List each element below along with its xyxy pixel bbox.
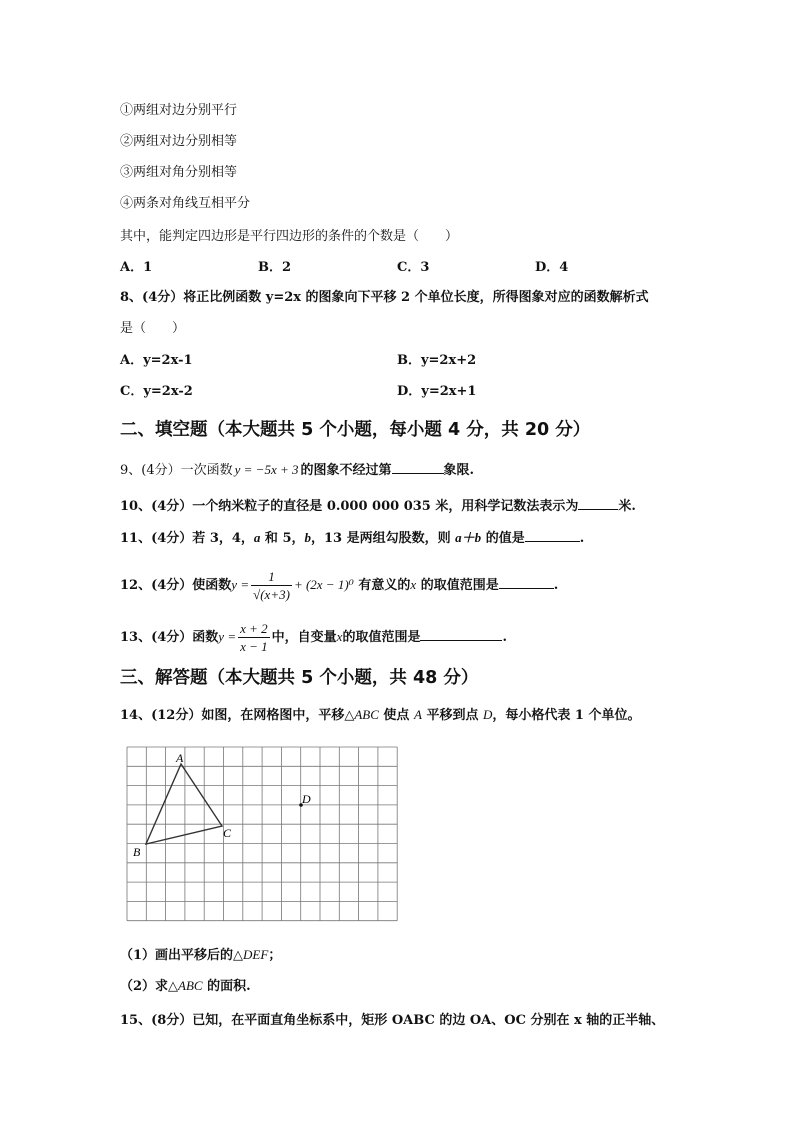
q12-numerator: 1 [251,569,292,586]
label-b: B [133,845,141,859]
q8-line-1: 8、(4分）将正比例函数 y=2x 的图象向下平移 2 个单位长度，所得图象对应的函数解析式 [120,290,649,305]
q10-end: 米. [618,499,636,514]
q9-prefix: 9、(4分）一次函数 [120,463,233,478]
q14-part-1 [120,946,281,965]
q8-option-b: B．y=2x+2 [397,353,477,368]
q7-stem: 其中，能判定四边形是平行四边形的条件的个数是（ ） [120,229,459,244]
q11-var-b: b [304,530,312,545]
q14-part-1-triangle: △DEF [233,947,269,962]
q8-line-2: 是（ ） [120,321,186,336]
q7-option-d: D．4 [535,260,569,275]
q13-end: . [502,630,507,645]
label-d: D [302,792,311,806]
condition-4: ④两条对角线互相平分 [120,196,251,211]
q11-answer-blank[interactable] [525,529,580,542]
q12-answer-blank[interactable] [499,576,554,589]
q14-part-2-triangle: △ABC [168,978,203,993]
q13-numerator: x + 2 [240,620,268,636]
q13-prefix: 13、(4分）函数 [120,630,219,645]
q12-suffix: 的取值范围是 [416,578,499,593]
q8-option-a: A．y=2x-1 [120,353,193,368]
q12-rest: + (2x − 1)⁰ [293,577,354,592]
q9 [120,461,474,480]
q10 [120,497,636,516]
q11 [120,529,584,548]
q9-formula: y = −5x + 3 [234,462,299,477]
q12 [120,566,558,605]
q12-end: . [553,578,559,593]
q8-option-c: C．y=2x-2 [120,384,193,399]
q14-part-1-end: ； [268,948,282,963]
q14-part-1-prefix: （1）画出平移后的 [120,948,234,963]
q15: 15、(8分）已知，在平面直角坐标系中，矩形 OABC 的边 OA、OC 分别在 x 轴的正半轴、 [120,1013,665,1028]
q14-part-2 [120,977,251,996]
condition-2: ②两组对边分别相等 [120,134,238,149]
q13 [120,618,507,657]
q14-grid-figure [126,746,398,922]
q14-point-d: D [482,707,493,722]
q14-mid-2: 平移到点 [421,708,483,723]
q13-x: x [336,629,343,644]
condition-3: ③两组对角分别相等 [120,165,238,180]
q14-part-2-end: 的面积. [202,979,251,994]
q14-triangle: △ABC [344,707,379,722]
q14-mid: 使点 [378,708,414,723]
q13-y: y = [218,629,237,644]
q13-suffix: 的取值范围是 [342,630,421,645]
q9-suffix: 的图象不经过第 [300,463,392,478]
q13-denominator: x − 1 [240,638,268,654]
q14-part-2-prefix: （2）求 [120,979,169,994]
q7-option-a: A．1 [120,260,153,275]
q11-expr: a＋b [455,530,482,545]
q14-prefix: 14、(12分）如图，在网格图中，平移 [120,708,345,723]
q14-suffix: ，每小格代表 1 个单位。 [492,708,641,723]
q7-option-b: B．2 [258,260,292,275]
condition-1: ①两组对边分别平行 [120,103,238,118]
q11-mid-2: ，13 是两组勾股数，则 [311,531,456,546]
label-a: A [176,751,184,765]
section-2-title: 二、填空题（本大题共 5 个小题，每小题 4 分，共 20 分） [120,420,591,440]
grid-lines [127,747,397,921]
q11-mid-3: 的值是 [481,531,525,546]
q11-end: . [579,531,585,546]
q12-prefix: 12、(4分）使函数 [120,578,232,593]
q12-mid: 有意义的 [353,578,411,593]
q12-x: x [410,577,417,592]
q10-prefix: 10、(4分）一个纳米粒子的直径是 0.000 000 035 米，用科学记数法表示为 [120,499,579,514]
q7-option-c: C．3 [397,260,430,275]
q11-prefix: 11、(4分）若 3，4， [120,531,254,546]
q14-stem [120,706,640,725]
q11-mid-1: 和 5， [260,531,305,546]
label-c: C [223,826,232,840]
section-3-title: 三、解答题（本大题共 5 个小题，共 48 分） [120,668,479,688]
q12-denominator: √(x+3) [253,586,290,602]
q14-point-a: A [413,707,422,722]
q11-var-a: a [253,530,261,545]
q8-option-d: D．y=2x+1 [397,384,477,399]
q13-answer-blank[interactable] [420,628,502,641]
q12-fraction [251,569,292,603]
q10-answer-blank[interactable] [578,497,618,510]
q12-y: y = [231,577,250,592]
q13-mid: 中，自变量 [271,630,337,645]
q9-end: 象限. [443,463,475,478]
triangle-abc [146,764,222,844]
q13-fraction [238,621,270,655]
q9-answer-blank[interactable] [392,461,444,474]
